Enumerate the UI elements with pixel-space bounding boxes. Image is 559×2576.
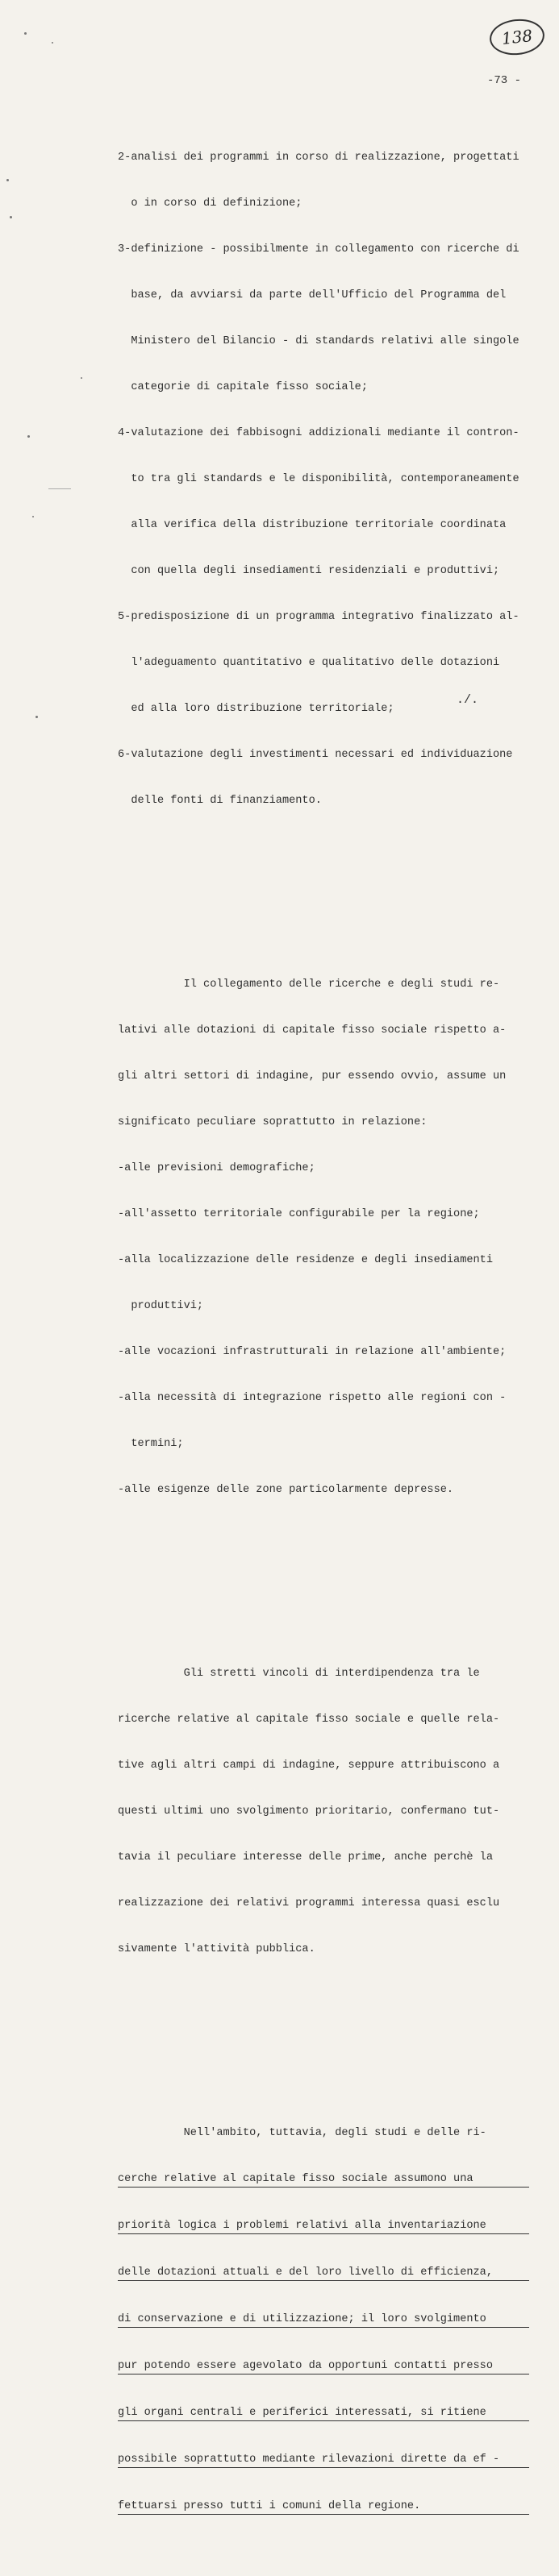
text-line: Il collegamento delle ricerche e degli studi re- bbox=[118, 978, 500, 991]
text-line: tive agli altri campi di indagine, seppure attribuiscono a bbox=[118, 1760, 500, 1772]
underlined-line: gli organi centrali e periferici interessati, si ritiene bbox=[118, 2405, 529, 2421]
scan-speck bbox=[81, 377, 82, 379]
text-line: 3-definizione - possibilmente in collegamento con ricerche di bbox=[118, 243, 519, 256]
scan-speck bbox=[24, 32, 27, 35]
text-line: 6-valutazione degli investimenti necessari ed individuazione bbox=[118, 749, 513, 761]
page-number: -73 - bbox=[487, 74, 522, 87]
paragraph-gap bbox=[118, 1574, 529, 1589]
text-line: base, da avviarsi da parte dell'Ufficio del Programma del bbox=[118, 289, 507, 301]
text-line: termini; bbox=[118, 1438, 184, 1450]
underlined-line: cerche relative al capitale fisso sociale assumono una bbox=[118, 2171, 529, 2188]
scan-speck bbox=[35, 716, 38, 718]
text-line: 4-valutazione dei fabbisogni addizionali mediante il contron- bbox=[118, 427, 519, 439]
text-line: -alla necessità di integrazione rispetto alle regioni con - bbox=[118, 1392, 507, 1404]
text-line: ricerche relative al capitale fisso sociale e quelle rela- bbox=[118, 1714, 500, 1726]
text-line: o in corso di definizione; bbox=[118, 197, 302, 210]
text-line: Gli stretti vincoli di interdipendenza tra le bbox=[118, 1668, 480, 1680]
scan-speck bbox=[32, 516, 34, 517]
paragraph-collegamento bbox=[118, 946, 529, 1528]
margin-mark bbox=[48, 488, 71, 489]
text-line: produttivi; bbox=[118, 1300, 204, 1312]
underlined-line: fettuarsi presso tutti i comuni della regione. bbox=[118, 2499, 529, 2515]
text-line: realizzazione dei relativi programmi interessa quasi esclu bbox=[118, 1897, 500, 1909]
underlined-line: pur potendo essere agevolato da opportuni contatti presso bbox=[118, 2358, 529, 2374]
text-line: alla verifica della distribuzione territoriale coordinata bbox=[118, 519, 507, 531]
text-line: -alle vocazioni infrastrutturali in relazione all'ambiente; bbox=[118, 1346, 507, 1358]
underlined-line: di conservazione e di utilizzazione; il loro svolgimento bbox=[118, 2312, 529, 2328]
page-stamp: 138 bbox=[488, 17, 546, 58]
underlined-line: possibile soprattutto mediante rilevazioni dirette da ef - bbox=[118, 2452, 529, 2468]
text-line: questi ultimi uno svolgimento prioritario, confermano tut- bbox=[118, 1805, 500, 1818]
text-line: -alle previsioni demografiche; bbox=[118, 1162, 315, 1174]
text-line: gli altri settori di indagine, pur essendo ovvio, assume un bbox=[118, 1070, 507, 1082]
text-line: -alla localizzazione delle residenze e degli insediamenti bbox=[118, 1254, 493, 1266]
text-line: l'adeguamento quantitativo e qualitativo delle dotazioni bbox=[118, 657, 500, 669]
paragraph-gap bbox=[118, 2034, 529, 2049]
text-line: 2-analisi dei programmi in corso di realizzazione, progettati bbox=[118, 152, 519, 164]
body-text bbox=[118, 89, 529, 2576]
paragraph-list bbox=[118, 119, 529, 839]
paragraph-gap bbox=[118, 885, 529, 900]
text-line: con quella degli insediamenti residenziali e produttivi; bbox=[118, 565, 500, 577]
paragraph-vincoli bbox=[118, 1635, 529, 1988]
text-line: 5-predisposizione di un programma integrativo finalizzato al- bbox=[118, 611, 519, 623]
text-line: Nell'ambito, tuttavia, degli studi e delle ri- bbox=[118, 2127, 486, 2139]
scan-speck bbox=[6, 179, 9, 181]
scan-speck bbox=[52, 42, 53, 44]
text-line: Ministero del Bilancio - di standards relativi alle singole bbox=[118, 335, 519, 347]
text-line: significato peculiare soprattutto in relazione: bbox=[118, 1116, 428, 1128]
text-line: tavia il peculiare interesse delle prime, anche perchè la bbox=[118, 1851, 493, 1863]
text-line: to tra gli standards e le disponibilità, contemporaneamente bbox=[118, 473, 519, 485]
text-line: categorie di capitale fisso sociale; bbox=[118, 381, 368, 393]
text-line: ed alla loro distribuzione territoriale; bbox=[118, 703, 394, 715]
underlined-line: delle dotazioni attuali e del loro livello di efficienza, bbox=[118, 2265, 529, 2281]
text-line: -alle esigenze delle zone particolarmente depresse. bbox=[118, 1484, 454, 1496]
scan-speck bbox=[10, 216, 12, 218]
text-line: delle fonti di finanziamento. bbox=[118, 795, 322, 807]
text-line: lativi alle dotazioni di capitale fisso sociale rispetto a- bbox=[118, 1024, 507, 1037]
paragraph-ambito bbox=[118, 2095, 529, 2545]
text-line: sivamente l'attività pubblica. bbox=[118, 1943, 315, 1955]
closing-mark: ./. bbox=[457, 693, 479, 707]
text-line: -all'assetto territoriale configurabile per la regione; bbox=[118, 1208, 480, 1220]
scan-speck bbox=[27, 435, 30, 438]
underlined-line: priorità logica i problemi relativi alla inventariazione bbox=[118, 2218, 529, 2234]
